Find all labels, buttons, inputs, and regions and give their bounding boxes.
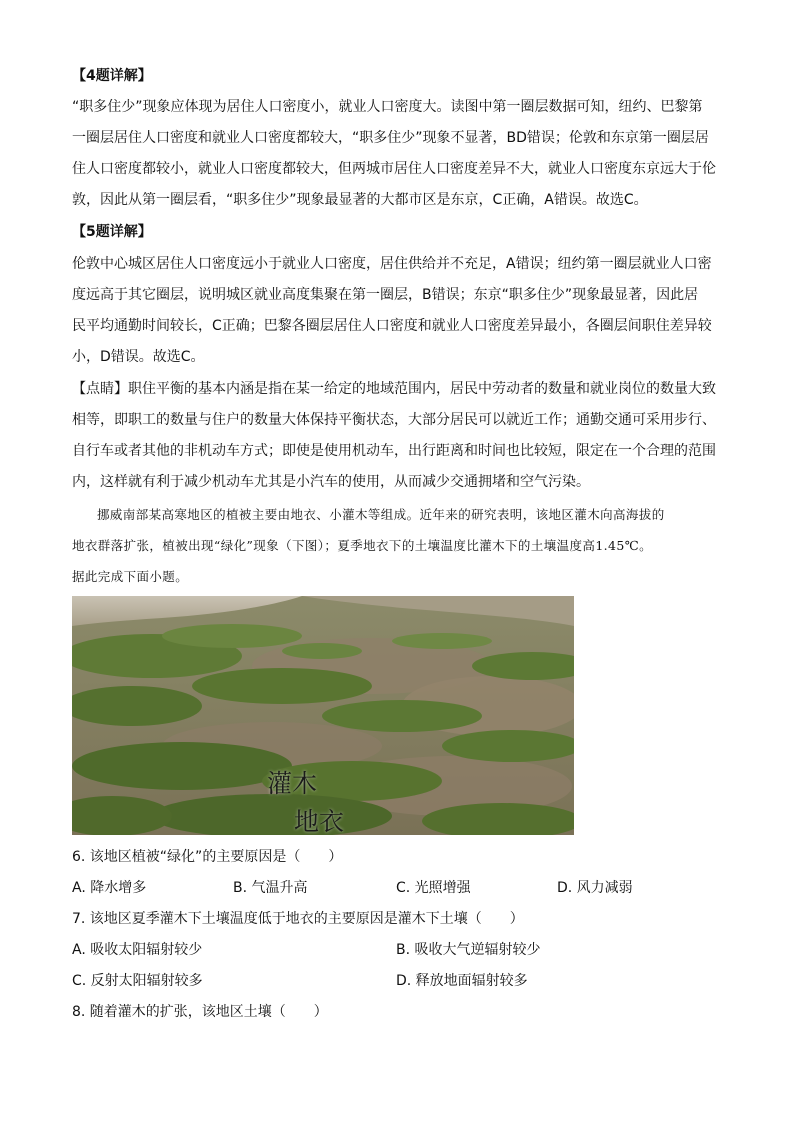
section4-line-3: 住人口密度都较小，就业人口密度都较大，但两城市居住人口密度差异不大，就业人口密度东京远大于伦	[72, 161, 716, 177]
question-7-option-d: D. 释放地面辐射较多	[396, 973, 528, 989]
tip-line-2: 相等，即职工的数量与住户的数量大体保持平衡状态，大部分居民可以就近工作；通勤交通可采用步行、	[72, 412, 716, 428]
question-7-option-a: A. 吸收太阳辐射较少	[72, 942, 203, 958]
question-6-option-b: B. 气温升高	[233, 880, 308, 896]
section5-line-4: 小，D错误。故选C。	[72, 349, 205, 365]
question-7-option-c: C. 反射太阳辐射较多	[72, 973, 203, 989]
tundra-photo-illustration	[72, 596, 574, 835]
passage-line-1: 挪威南部某高寒地区的植被主要由地衣、小灌木等组成。近年来的研究表明，该地区灌木向高海拔的	[97, 507, 665, 522]
section4-line-4: 敦，因此从第一圈层看，“职多住少”现象最显著的大都市区是东京，C正确，A错误。故选C。	[72, 192, 648, 208]
tip-line-1: 【点睛】职住平衡的基本内涵是指在某一给定的地域范围内，居民中劳动者的数量和就业岗位的数量大致	[72, 381, 716, 397]
question-7-option-b: B. 吸收大气逆辐射较少	[396, 942, 541, 958]
lichen-label: 地衣	[294, 807, 345, 835]
question-7-stem: 7. 该地区夏季灌木下土壤温度低于地衣的主要原因是灌木下土壤（ ）	[72, 911, 524, 927]
section5-line-3: 民平均通勤时间较长，C正确；巴黎各圈层居住人口密度和就业人口密度差异最小，各圈层间职住差异较	[72, 318, 712, 334]
section5-line-2: 度远高于其它圈层，说明城区就业高度集聚在第一圈层，B错误；东京“职多住少”现象最显著，因此居	[72, 287, 699, 303]
tip-line-3: 自行车或者其他的非机动车方式；即使是使用机动车，出行距离和时间也比较短，限定在一个合理的范围	[72, 443, 716, 459]
question-8-stem: 8. 随着灌木的扩张，该地区土壤（ ）	[72, 1004, 328, 1020]
question-6-option-a: A. 降水增多	[72, 880, 147, 896]
section5-heading: 【5题详解】	[72, 224, 152, 240]
section4-heading: 【4题详解】	[72, 68, 152, 84]
question-6-stem: 6. 该地区植被“绿化”的主要原因是（ ）	[72, 849, 343, 865]
passage-line-2: 地衣群落扩张，植被出现“绿化”现象（下图）；夏季地衣下的土壤温度比灌木下的土壤温度高1.45℃。	[72, 538, 653, 553]
question-6-option-c: C. 光照增强	[396, 880, 471, 896]
section4-line-2: 一圈层居住人口密度和就业人口密度都较大，“职多住少”现象不显著，BD错误；伦敦和东京第一圈层居	[72, 130, 709, 146]
tundra-photo	[72, 596, 574, 835]
shrub-label: 灌木	[267, 769, 318, 798]
question-6-option-d: D. 风力减弱	[557, 880, 633, 896]
tip-line-4: 内，这样就有利于减少机动车尤其是小汽车的使用，从而减少交通拥堵和空气污染。	[72, 474, 590, 490]
passage-line-3: 据此完成下面小题。	[72, 569, 189, 584]
section4-line-1: “职多住少”现象应体现为居住人口密度小，就业人口密度大。读图中第一圈层数据可知，纽约、巴黎第	[72, 99, 703, 115]
section5-line-1: 伦敦中心城区居住人口密度远小于就业人口密度，居住供给并不充足，A错误；纽约第一圈层就业人口密	[72, 256, 712, 272]
